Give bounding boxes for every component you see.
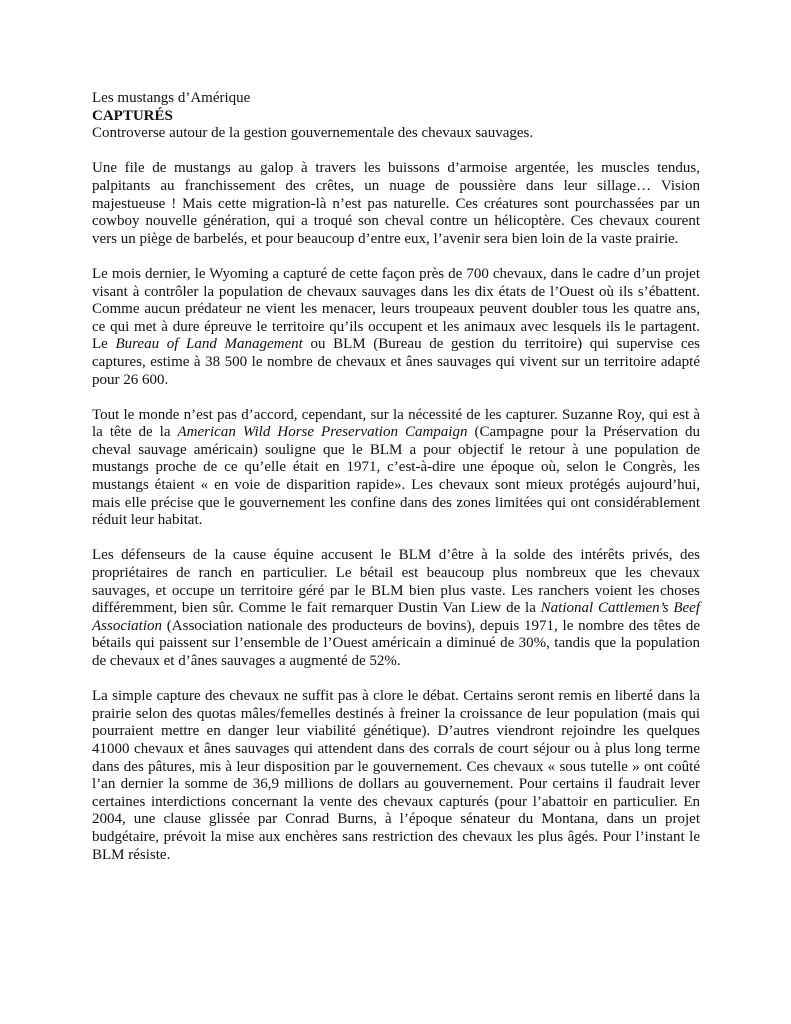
paragraph-4-emphasis: National Cattlemen’s Beef Association [92,600,700,634]
paragraph-3-text-b: (Campagne pour la Préservation du cheval sauvage américain) souligne que le BLM a pour objectif le retour à une population de mustangs proche de ce qu’elle était en 1971, c’est-à-dire une époque où, selon le Congrès, les mustangs étaient « en voie de disparition rapide». Les chevaux sont mieux protégés aujourd’hui, mais elle précise que le gouvernement les confine dans des zones limitées qui ont considérablement réduit leur habitat. [92,424,700,529]
paragraph-4 [92,547,700,670]
document-page [92,90,700,882]
article-kicker: Les mustangs d’Amérique [92,90,251,106]
paragraph-3 [92,407,700,530]
article-title: CAPTURÉS [92,107,173,124]
paragraph-3-emphasis: American Wild Horse Preservation Campaign [177,424,468,441]
article-subtitle: Controverse autour de la gestion gouvernementale des chevaux sauvages. [92,125,534,142]
paragraph-2-emphasis: Bureau of Land Management [115,336,303,353]
paragraph-4-text-b: (Association nationale des producteurs de bovins), depuis 1971, le nombre des têtes de bétails qui paissent sur l’ensemble de l’Ouest américain a diminué de 30%, tandis que la population de chevaux et d’ânes sauvages a augmenté de 52%. [92,617,700,669]
paragraph-2-text-b: ou BLM (Bureau de gestion du territoire) qui supervise ces captures, estime à 38 500 le nombre de chevaux et ânes sauvages qui vivent sur un territoire adapté pour 26 600. [92,336,700,388]
paragraph-2-text-a: Le mois dernier, le Wyoming a capturé de cette façon près de 700 chevaux, dans le cadre d’un projet visant à contrôler la population de chevaux sauvages dans les dix états de l’Ouest où ils s’ébattent. Comme aucun prédateur ne vient les menacer, leurs troupeaux peuvent doubler tous les quatre ans, ce qui met à dure épreuve le territoire qu’ils occupent et les animaux avec lesquels ils le partagent. Le [92,265,700,353]
paragraph-2 [92,266,700,389]
paragraph-4-text-a: Les défenseurs de la cause équine accusent le BLM d’être à la solde des intérêts privés, des propriétaires de ranch en particulier. Le bétail est beaucoup plus nombreux que les chevaux sauvages, et occupe un territoire géré par le BLM bien plus vaste. Les ranchers voient les choses différemment, bien sûr. Comme le fait remarquer Dustin Van Liew de la [92,547,700,617]
article-header [92,90,700,143]
paragraph-1: Une file de mustangs au galop à travers les buissons d’armoise argentée, les muscles tendus, palpitants au franchissement des crêtes, un nuage de poussière dans leur sillage… Vision majestueuse ! Mais cette migration-là n’est pas naturelle. Ces créatures sont pourchassées par un cowboy nouvelle génération, qui a troqué son cheval contre un hélicoptère. Ces chevaux courent vers un piège de barbelés, et pour beaucoup d’entre eux, l’avenir sera bien loin de la vaste prairie. [92,160,700,247]
paragraph-3-text-a: Tout le monde n’est pas d’accord, cependant, sur la nécessité de les capturer. Suzanne Roy, qui est à la tête de la [92,406,700,441]
paragraph-5: La simple capture des chevaux ne suffit pas à clore le débat. Certains seront remis en liberté dans la prairie selon des quotas mâles/femelles destinés à freiner la croissance de leur population (mais qui pourraient mettre en danger leur viabilité génétique). D’autres viendront rejoindre les quelques 41000 chevaux et ânes sauvages qui attendent dans des corrals de court séjour ou à plus long terme dans des pâtures, mis à leur disposition par le gouvernement. Ces chevaux « sous tutelle » ont coûté l’an dernier la somme de 36,9 millions de dollars au gouvernement. Pour certains il faudrait lever certaines interdictions concernant la vente des chevaux capturés (pour l’abattoir en particulier. En 2004, une clause glissée par Conrad Burns, à l’époque sénateur du Montana, dans un projet budgétaire, prévoit la mise aux enchères sans restriction des chevaux les plus âgés. Pour l’instant le BLM résiste. [92,688,700,863]
